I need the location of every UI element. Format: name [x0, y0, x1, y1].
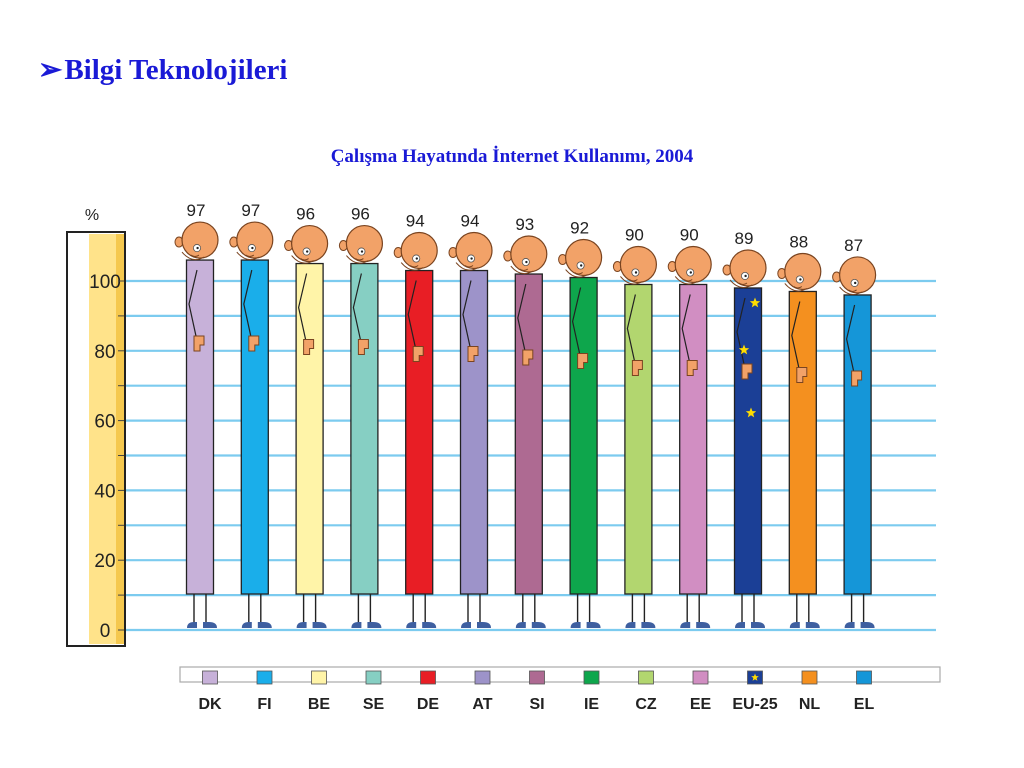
data-label: 93 — [515, 215, 535, 235]
data-label: 87 — [844, 235, 864, 255]
data-label: 96 — [350, 204, 370, 224]
legend-swatch — [639, 671, 654, 684]
legend-item-se — [363, 671, 385, 713]
shoe — [571, 622, 581, 628]
arrow-bullet-icon: ➢ — [38, 54, 63, 86]
shoe — [258, 622, 272, 628]
bar — [789, 291, 816, 594]
shoe — [187, 622, 197, 628]
pupil — [361, 250, 363, 252]
legend-item-nl — [799, 671, 821, 713]
legend-label: SI — [529, 696, 545, 713]
pupil — [470, 257, 472, 259]
head — [785, 253, 821, 289]
pupil — [635, 271, 637, 273]
legend-label: EU-25 — [732, 696, 778, 713]
legend-swatch — [475, 671, 490, 684]
person-bar-dk — [175, 201, 218, 628]
shoe — [367, 622, 381, 628]
person-bar-ee — [668, 225, 711, 628]
pupil — [251, 247, 253, 249]
data-label: 97 — [241, 201, 261, 221]
y-axis-ruler — [67, 232, 125, 646]
legend-swatch — [257, 671, 272, 684]
head — [346, 226, 382, 262]
pupil — [416, 257, 418, 259]
pupil — [690, 271, 692, 273]
data-label: 94 — [460, 211, 480, 231]
bar — [625, 284, 652, 594]
y-tick-label: 80 — [94, 341, 116, 363]
shoe — [680, 622, 690, 628]
data-label: 94 — [405, 211, 425, 231]
legend-swatch — [203, 671, 218, 684]
shoe — [203, 622, 217, 628]
legend-swatch — [802, 671, 817, 684]
bar — [735, 288, 762, 594]
person-bar-eu-25 — [723, 229, 766, 628]
legend-label: AT — [472, 696, 493, 713]
data-label: 88 — [789, 232, 809, 252]
head — [401, 233, 437, 269]
y-axis-unit-label: % — [84, 207, 100, 224]
slide-heading-text: Bilgi Teknolojileri — [64, 54, 288, 86]
shoe — [297, 622, 307, 628]
legend-label: BE — [307, 696, 331, 713]
data-label: 90 — [679, 225, 699, 245]
head — [292, 226, 328, 262]
person-bar-se — [339, 205, 382, 628]
y-tick-label: 40 — [94, 481, 116, 503]
bar — [680, 284, 707, 594]
shoe — [587, 622, 601, 628]
y-tick-label: 100 — [89, 272, 121, 293]
head — [840, 257, 876, 293]
pupil — [525, 261, 527, 263]
y-tick-label: 0 — [99, 621, 111, 642]
head — [730, 250, 766, 286]
legend-label: EE — [689, 696, 712, 713]
legend-swatch — [693, 671, 708, 684]
legend-label: DE — [416, 696, 440, 713]
head — [182, 222, 218, 258]
shoe — [806, 622, 820, 628]
bar — [844, 295, 871, 594]
shoe — [845, 622, 855, 628]
shoe — [696, 622, 710, 628]
head — [566, 240, 602, 276]
person-bar-fi — [230, 201, 273, 628]
legend-swatch — [584, 671, 599, 684]
legend — [180, 667, 940, 713]
shoe — [313, 622, 327, 628]
pupil — [306, 250, 308, 252]
pupil — [196, 247, 198, 249]
bar — [515, 274, 542, 594]
y-tick-label: 60 — [94, 411, 116, 433]
shoe — [351, 622, 361, 628]
data-label: 97 — [186, 201, 206, 221]
legend-label: SE — [362, 696, 385, 713]
legend-swatch — [530, 671, 545, 684]
legend-item-el — [854, 671, 875, 713]
legend-item-at — [472, 671, 492, 713]
data-label: 90 — [624, 225, 644, 245]
legend-label: EL — [853, 696, 875, 713]
bar — [570, 278, 597, 594]
shoe — [532, 622, 546, 628]
legend-swatch — [312, 671, 327, 684]
shoe — [422, 622, 436, 628]
pupil — [854, 282, 856, 284]
person-bar-nl — [778, 232, 821, 628]
data-label: 92 — [570, 218, 590, 238]
head — [511, 236, 547, 272]
head — [456, 233, 492, 269]
legend-swatch — [857, 671, 872, 684]
legend-item-ie — [584, 671, 599, 713]
legend-label: NL — [798, 696, 821, 713]
legend-item-ee — [690, 671, 712, 713]
head — [237, 222, 273, 258]
person-bar-el — [833, 236, 876, 628]
y-tick-label: 20 — [94, 551, 116, 573]
shoe — [735, 622, 745, 628]
shoe — [790, 622, 800, 628]
data-label: 89 — [734, 228, 754, 248]
legend-label: DK — [198, 696, 222, 713]
person-bar-cz — [613, 225, 656, 628]
legend-swatch — [366, 671, 381, 684]
legend-label: IE — [583, 696, 600, 713]
head — [620, 246, 656, 282]
legend-item-cz — [635, 671, 657, 713]
chart-title: Çalışma Hayatında İnternet Kullanımı, 2004 — [330, 146, 694, 167]
shoe — [516, 622, 526, 628]
legend-item-si — [529, 671, 544, 713]
shoe — [861, 622, 875, 628]
head — [675, 246, 711, 282]
pupil — [799, 278, 801, 280]
shoe — [406, 622, 416, 628]
pupil — [744, 275, 746, 277]
pupil — [580, 264, 582, 266]
person-bar-be — [285, 205, 328, 628]
shoe — [461, 622, 471, 628]
shoe — [641, 622, 655, 628]
shoe — [751, 622, 765, 628]
legend-label: CZ — [635, 696, 657, 713]
legend-swatch — [421, 671, 436, 684]
legend-item-fi — [257, 671, 272, 713]
legend-label: FI — [257, 696, 272, 713]
shoe — [242, 622, 252, 628]
chart-bars — [175, 201, 876, 628]
shoe — [477, 622, 491, 628]
data-label: 96 — [296, 204, 316, 224]
shoe — [625, 622, 635, 628]
